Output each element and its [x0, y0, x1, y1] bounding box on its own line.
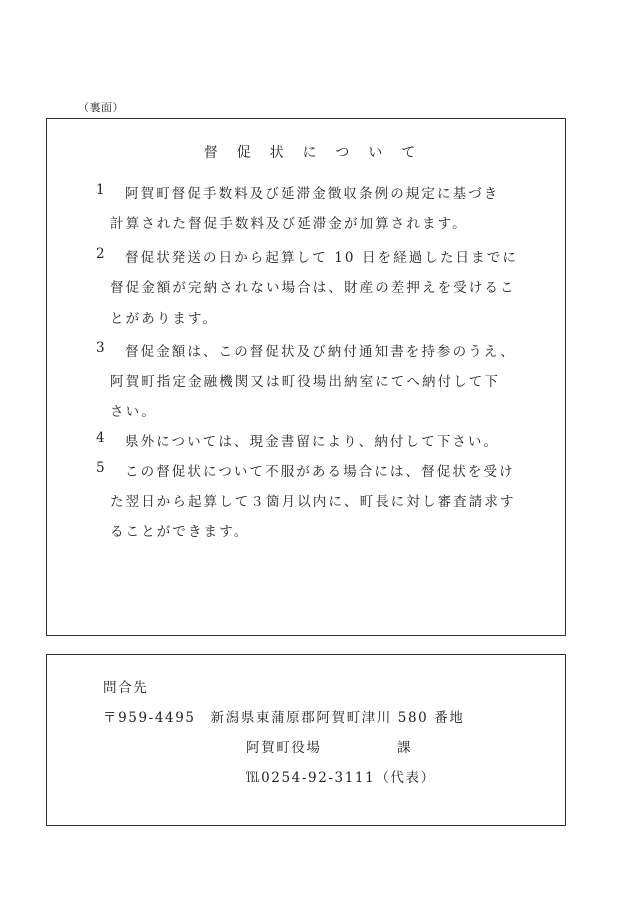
item-2-number: 2 [96, 246, 105, 262]
contact-heading: 問合先 [103, 680, 149, 696]
contact-office: 阿賀町役場 課 [246, 740, 413, 756]
item-1-number: 1 [96, 182, 105, 198]
item-5-line-1: この督促状について不服がある場合には、督促状を受け [125, 464, 515, 480]
reverse-side-label: （裏面） [78, 101, 124, 114]
item-1-line-2: 計算された督促手数料及び延滞金が加算されます。 [110, 216, 468, 232]
contact-phone: ℡0254-92-3111（代表） [246, 770, 436, 786]
item-1-line-1: 阿賀町督促手数料及び延滞金徴収条例の規定に基づき [125, 186, 500, 202]
item-5-line-2: た翌日から起算して３箇月以内に、町長に対し審査請求す [110, 494, 516, 510]
item-2-line-3: とがあります。 [110, 311, 219, 327]
item-4-line-1: 県外については、現金書留により、納付して下さい。 [125, 434, 500, 450]
page-title: 督促状について [203, 145, 435, 161]
item-5-number: 5 [96, 460, 105, 476]
item-2-line-2: 督促金額が完納されない場合は、財産の差押えを受けるこ [110, 280, 516, 296]
item-3-line-2: 阿賀町指定金融機関又は町役場出納室にてへ納付して下 [110, 374, 500, 390]
item-3-line-1: 督促金額は、この督促状及び納付通知書を持参のうえ、 [125, 344, 516, 360]
item-3-number: 3 [96, 340, 105, 356]
contact-address: 〒959-4495 新潟県東蒲原郡阿賀町津川 580 番地 [103, 710, 465, 726]
item-2-line-1: 督促状発送の日から起算して 10 日を経過した日までに [125, 250, 518, 266]
item-4-number: 4 [96, 430, 105, 446]
item-3-line-3: さい。 [110, 404, 157, 420]
item-5-line-3: ることができます。 [110, 524, 250, 540]
